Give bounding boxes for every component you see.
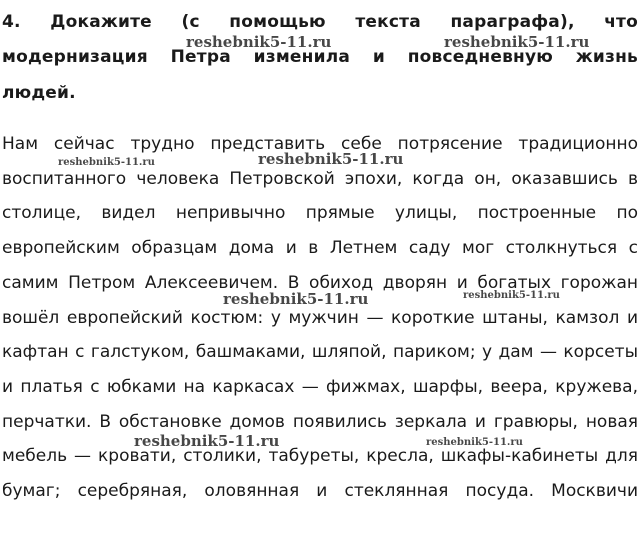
question-line-3: людей. bbox=[2, 83, 76, 103]
paragraph-line-3: столице, видел непривычно прямые улицы, построенные по bbox=[2, 203, 638, 223]
paragraph-line-2: воспитанного человека Петровской эпохи, когда он, оказавшись в bbox=[2, 169, 638, 189]
paragraph-line-1: Нам сейчас трудно представить себе потрясение традиционно bbox=[2, 134, 638, 154]
watermark-7: reshebnik5-11.ru bbox=[134, 432, 280, 450]
watermark-6: reshebnik5-11.ru bbox=[463, 290, 560, 301]
paragraph-line-11: бумаг; серебряная, оловянная и стеклянная посуда. Москвичи bbox=[2, 481, 638, 501]
paragraph-line-9: перчатки. В обстановке домов появились зеркала и гравюры, новая bbox=[2, 412, 638, 432]
question-line-2: модернизация Петра изменила и повседневную жизнь bbox=[2, 47, 638, 67]
watermark-8: reshebnik5-11.ru bbox=[426, 437, 523, 448]
watermark-3: reshebnik5-11.ru bbox=[58, 157, 155, 168]
paragraph-line-8: и платья с юбками на каркасах — фижмах, шарфы, веера, кружева, bbox=[2, 377, 638, 397]
question-line-1: 4. Докажите (с помощью текста параграфа), что bbox=[2, 12, 638, 32]
paragraph-line-7: кафтан с галстуком, башмаками, шляпой, париком; у дам — корсеты bbox=[2, 342, 638, 362]
paragraph-line-6: вошёл европейский костюм: у мужчин — короткие штаны, камзол и bbox=[2, 308, 638, 328]
watermark-5: reshebnik5-11.ru bbox=[223, 290, 369, 308]
watermark-4: reshebnik5-11.ru bbox=[258, 150, 404, 168]
watermark-1: reshebnik5-11.ru bbox=[186, 33, 332, 51]
paragraph-line-4: европейским образцам дома и в Летнем саду мог столкнуться с bbox=[2, 238, 638, 258]
paragraph-line-10: мебель — кровати, столики, табуреты, кресла, шкафы-кабинеты для bbox=[2, 446, 638, 466]
paragraph-line-5: самим Петром Алексеевичем. В обиход дворян и богатых горожан bbox=[2, 273, 638, 293]
watermark-2: reshebnik5-11.ru bbox=[444, 33, 590, 51]
